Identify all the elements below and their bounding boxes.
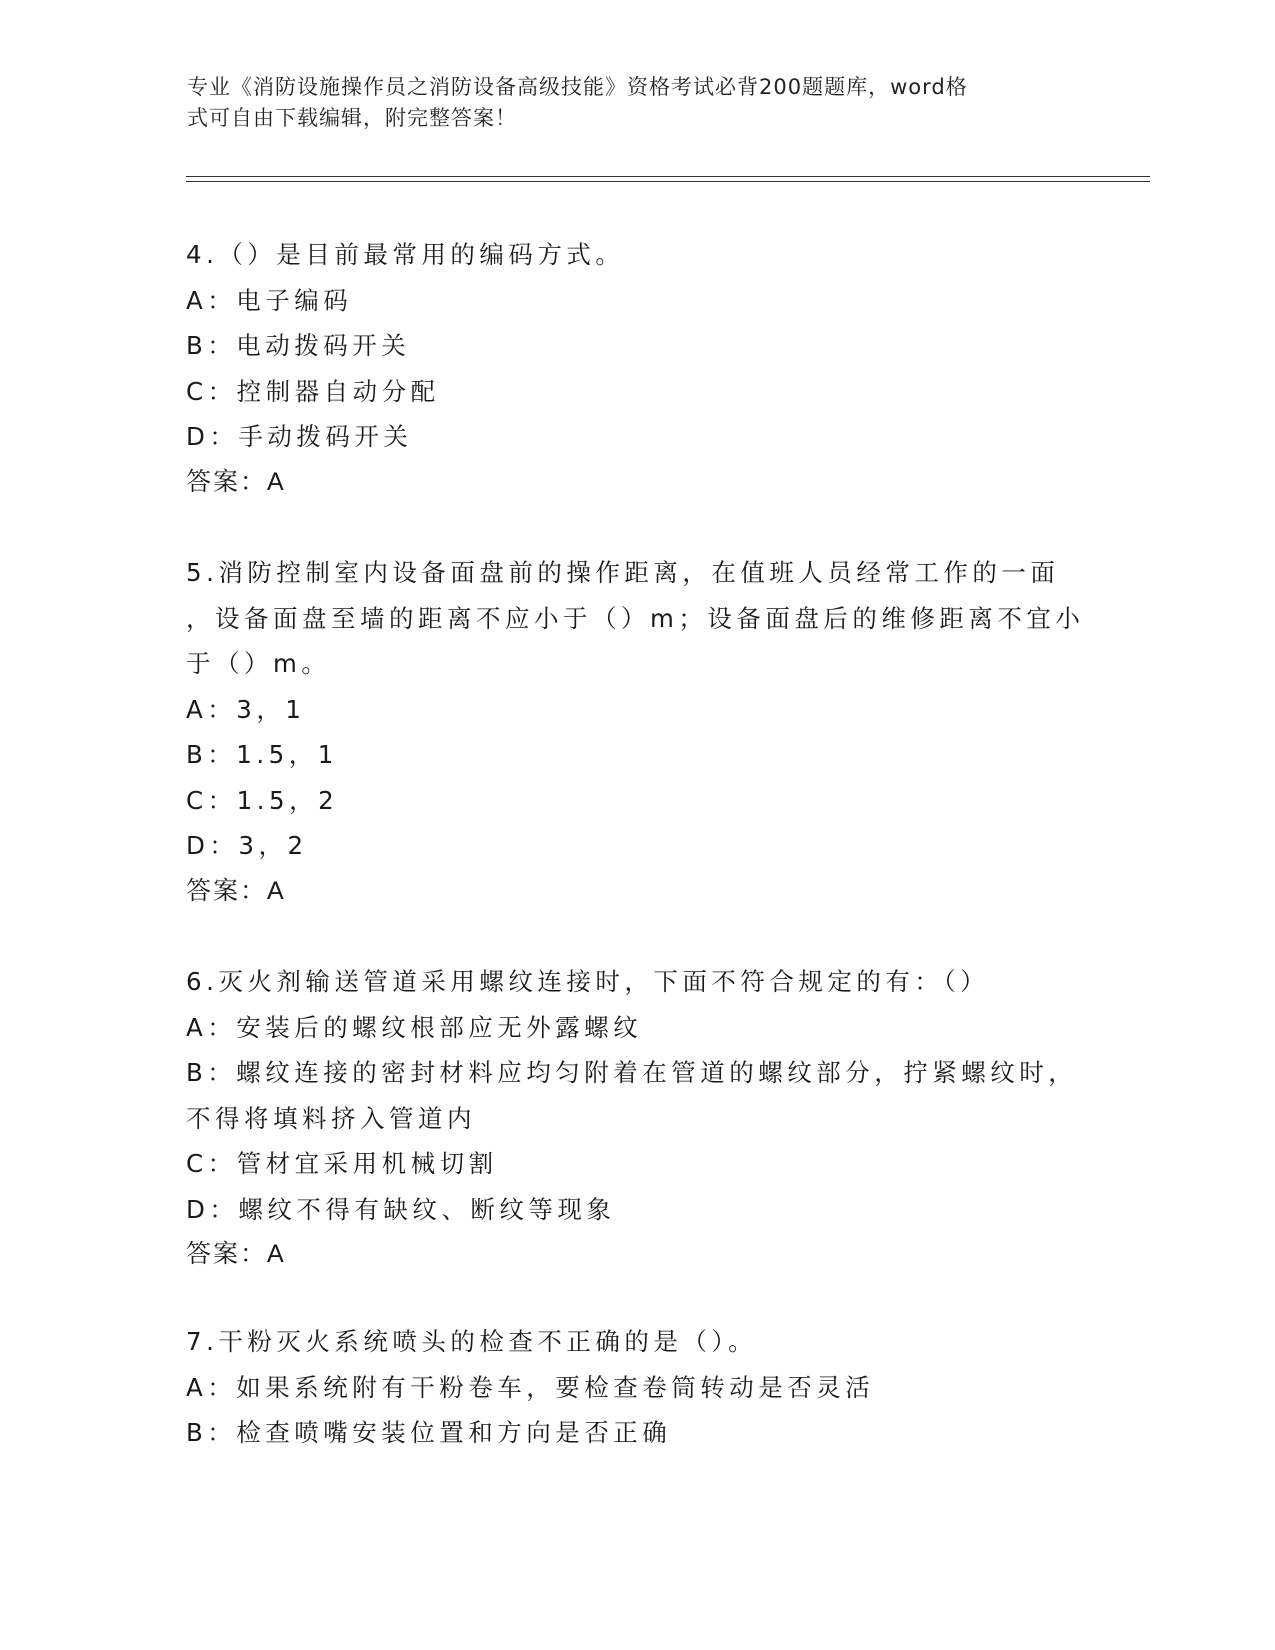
question-stem: 6.灭火剂输送管道采用螺纹连接时，下面不符合规定的有：（） (186, 967, 990, 996)
question-stem-line-3: 于（）m。 (186, 649, 331, 678)
option-d: D：螺纹不得有缺纹、断纹等现象 (186, 1194, 616, 1224)
question-7 (186, 1319, 1086, 1456)
question-4 (186, 232, 1086, 505)
document-header (187, 72, 1067, 134)
answer-line: 答案：A (186, 1240, 286, 1268)
option-b: B：1.5，1 (186, 740, 338, 769)
option-a: A：3，1 (186, 694, 306, 724)
header-title-line-2: 式可自由下载编辑，附完整答案！ (187, 106, 517, 130)
option-b: B：螺纹连接的密封材料应均匀附着在管道的螺纹部分，拧紧螺纹时， (186, 1058, 1078, 1087)
header-divider-top (186, 176, 1150, 177)
option-b: B：检查喷嘴安装位置和方向是否正确 (186, 1418, 672, 1447)
option-a: A：如果系统附有干粉卷车，要检查卷筒转动是否灵活 (186, 1372, 875, 1402)
option-b: B：电动拨码开关 (186, 331, 411, 360)
header-title-line-1: 专业《消防设施操作员之消防设备高级技能》资格考试必背200题题库，word格 (187, 75, 968, 99)
question-5 (186, 550, 1086, 914)
option-a: A：电子编码 (186, 285, 353, 315)
option-b-continued: 不得将填料挤入管道内 (186, 1103, 476, 1133)
question-stem: 4.（）是目前最常用的编码方式。 (186, 240, 625, 269)
question-stem: 7.干粉灭火系统喷头的检查不正确的是（）。 (186, 1327, 758, 1356)
option-c: C：1.5，2 (186, 785, 339, 815)
question-stem-line-2: ，设备面盘至墙的距离不应小于（）m；设备面盘后的维修距离不宜小 (186, 603, 1085, 633)
option-c: C：管材宜采用机械切割 (186, 1149, 498, 1178)
option-d: D：手动拨码开关 (186, 422, 413, 451)
option-c: C：控制器自动分配 (186, 376, 440, 406)
option-a: A：安装后的螺纹根部应无外露螺纹 (186, 1012, 643, 1042)
question-stem-line-1: 5.消防控制室内设备面盘前的操作距离，在值班人员经常工作的一面 (186, 558, 1060, 587)
answer-line: 答案：A (186, 467, 286, 496)
option-d: D：3，2 (186, 831, 308, 860)
answer-line: 答案：A (186, 876, 286, 905)
header-divider-bottom (186, 181, 1150, 182)
question-6 (186, 959, 1086, 1278)
